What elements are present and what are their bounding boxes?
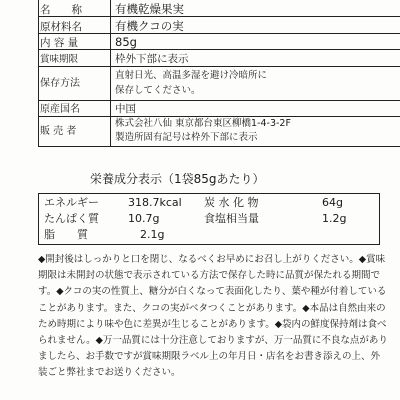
spec-value-seller-line1: 株式会社八仙 東京都台東区柳橋1-4-3-2F	[115, 118, 291, 129]
spec-label-ingredients: 原材料名	[40, 21, 82, 33]
notes-block	[38, 252, 388, 382]
nutrition-label-carbohydrate: 炭 水 化 物	[204, 196, 259, 209]
spec-label-seller: 販 売 者	[40, 126, 77, 137]
spec-value-seller-line2: 製造所固有記号は枠外下部に表示	[115, 132, 258, 143]
spec-value-origin: 中国	[115, 103, 136, 115]
spec-value-ingredients: 有機クコの実	[115, 19, 184, 33]
spec-row-divider	[38, 100, 400, 101]
spec-label-origin: 原産国名	[40, 104, 80, 115]
spec-value-storage-line2: 保存してください。	[115, 85, 201, 96]
spec-label-contents: 内 容 量	[40, 37, 79, 49]
spec-row-divider	[38, 66, 400, 67]
spec-value-best-before: 枠外下部に表示	[115, 53, 189, 65]
spec-value-storage-line1: 直射日光、高温多湿を避け冷暗所に	[115, 70, 268, 81]
notes-paragraph: ◆開封後はしっかりと口を閉じ、なるべくお早めにお召し上がりください。◆賞味期限は未開封の状態で表示されている方法で保存した時に品質が保たれる期間です。◆クコの実の性質上、糖分が白くなって表面化したり、葉や種が付着していることがあります。また、クコの実がベタつくことがあります。◆本品は自然由来のため時期により味や色に差異が生じることがあります。◆袋内の鮮度保持剤は食べられません。◆万一品質には十分注意しておりますが、万一品質に不良な点がありましたら、お手数ですが賞味期限ラベル上の年月日・店名をお書き添えの上、外装ごと弊社までお送りください。	[38, 254, 388, 379]
nutrition-value-protein: 10.7g	[128, 212, 160, 225]
nutrition-value-salt: 1.2g	[322, 212, 347, 225]
spec-label-best-before: 賞味期限	[40, 54, 79, 65]
nutrition-label-protein: たんぱく質	[44, 212, 99, 225]
spec-value-name: 有機乾燥果実	[115, 2, 184, 16]
nutrition-title: 栄養成分表示（1袋85gあたり）	[90, 172, 265, 186]
nutrition-value-fat: 2.1g	[140, 228, 165, 241]
nutrition-label-energy: エネルギー	[44, 196, 99, 209]
spec-label-storage: 保存方法	[40, 78, 80, 89]
nutrition-value-energy: 318.7kcal	[128, 196, 182, 209]
spec-value-contents: 85g	[115, 35, 137, 49]
spec-label-name: 名 称	[40, 4, 82, 16]
spec-table-divider	[110, 0, 111, 146]
nutrition-label-salt: 食塩相当量	[204, 212, 259, 225]
nutrition-label-fat: 脂 質	[44, 228, 88, 241]
nutrition-value-carbohydrate: 64g	[322, 196, 343, 209]
